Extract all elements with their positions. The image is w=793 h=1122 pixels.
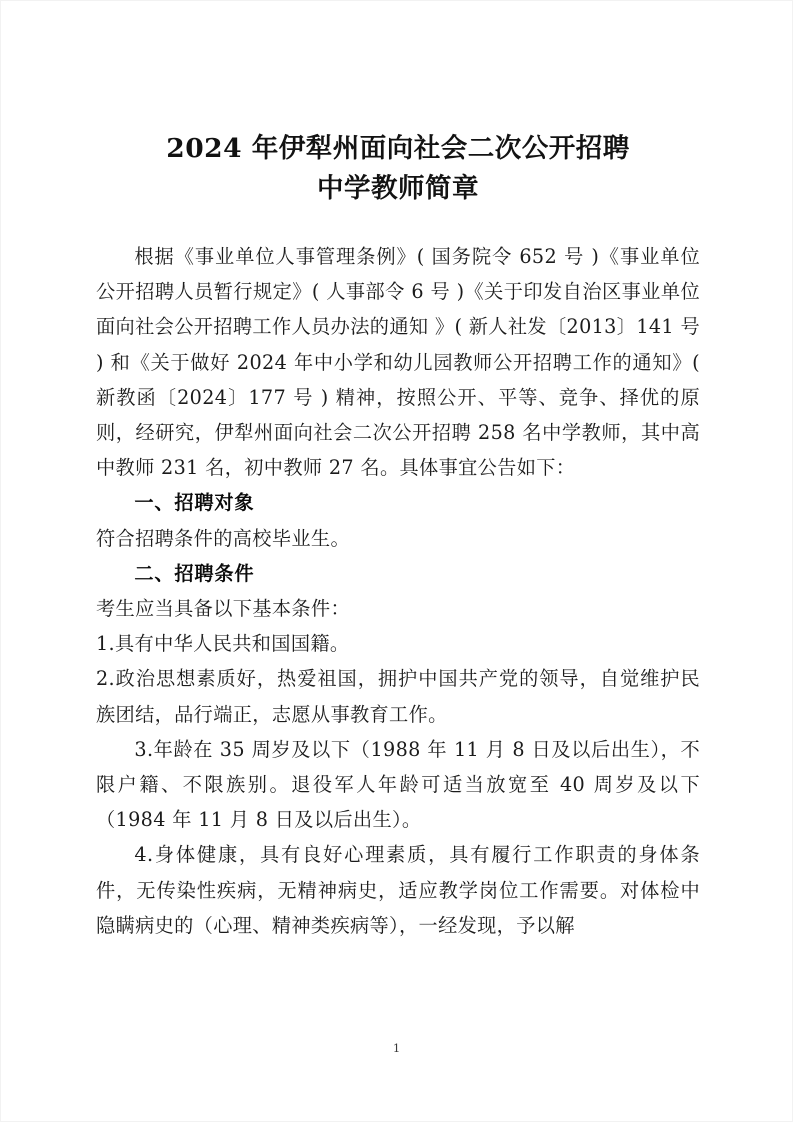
page-title-line-2: 中学教师简章: [317, 173, 479, 204]
page-title: [96, 119, 700, 209]
paragraph-condition-1: 1.具有中华人民共和国国籍。: [96, 632, 350, 656]
page-number: 1: [392, 1041, 401, 1055]
paragraph-recruit-target: 符合招聘条件的高校毕业生。: [96, 526, 350, 550]
paragraph-condition-4: 4.身体健康，具有良好心理素质，具有履行工作职责的身体条件，无传染性疾病，无精神病史，适应教学岗位工作需要。对体检中隐瞒病史的（心理、精神类疾病等），一经发现，予以解: [96, 843, 700, 937]
paragraph-intro: 根据《事业单位人事管理条例》( 国务院令 652 号 )《事业单位公开招聘人员暂行规定》( 人事部令 6 号 )《关于印发自治区事业单位面向社会公开招聘工作人员办法的通知 》( 新人社发〔2013〕141 号 ) 和《关于做好 2024 年中小学和幼儿园教师公开招聘工作的通知》( 新教函〔2024〕177 号 ) 精神，按照公开、平等、竞争、择优的原则，经研究，伊犁州面向社会二次公开招聘 258 名中学教师，其中高中教师 231 名，初中教师 27 名。具体事宜公告如下：: [96, 245, 700, 480]
section-heading-1: 一、招聘对象: [134, 491, 255, 515]
paragraph-condition-3: 3.年龄在 35 周岁及以下（1988 年 11 月 8 日及以后出生），不限户籍、不限族别。退役军人年龄可适当放宽至 40 周岁及以下（1984 年 11 月 8 日及以后出生）。: [96, 737, 700, 832]
paragraph-conditions-lead: 考生应当具备以下基本条件：: [96, 597, 350, 621]
document-body: [96, 119, 700, 943]
page-title-line-1: 2024 年伊犁州面向社会二次公开招聘: [166, 133, 630, 164]
paragraph-condition-2: 2.政治思想素质好，热爱祖国，拥护中国共产党的领导，自觉维护民族团结，品行端正，志愿从事教育工作。: [96, 667, 700, 726]
section-heading-2: 二、招聘条件: [134, 561, 255, 585]
